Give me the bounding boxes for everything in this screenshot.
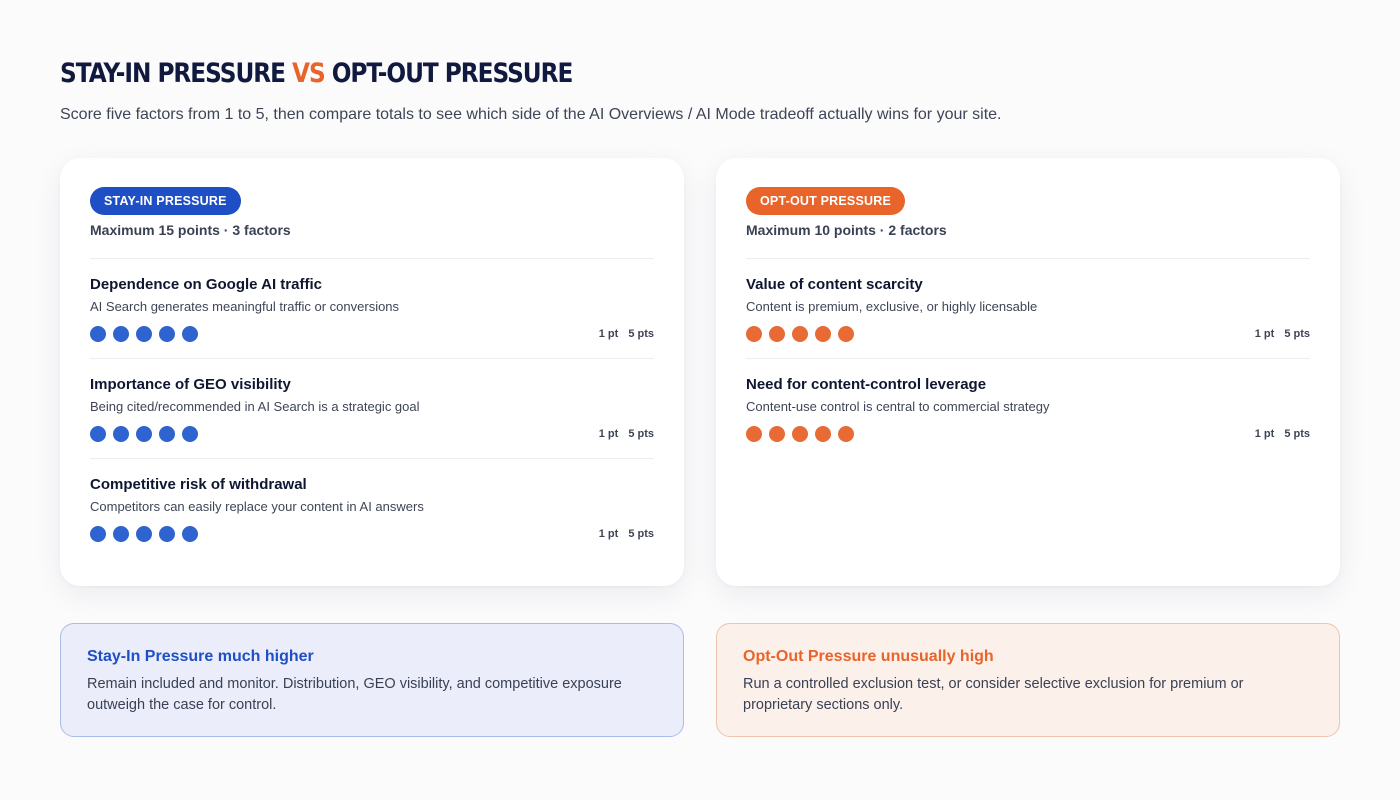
factor-content-control bbox=[746, 359, 1310, 459]
scale-min: 1 pt bbox=[1254, 428, 1275, 440]
stay-in-card bbox=[60, 158, 684, 586]
stay-in-badge: STAY-IN PRESSURE bbox=[90, 187, 241, 215]
rating-dot-2[interactable] bbox=[113, 426, 129, 442]
factor-title: Value of content scarcity bbox=[746, 276, 923, 293]
factor-description: Content is premium, exclusive, or highly licensable bbox=[746, 299, 1038, 314]
factor-competitive-risk bbox=[90, 459, 654, 559]
rating-dot-3[interactable] bbox=[792, 426, 808, 442]
rating-scale bbox=[1255, 328, 1310, 340]
rating-dot-4[interactable] bbox=[159, 526, 175, 542]
rating-dot-2[interactable] bbox=[769, 326, 785, 342]
rating-dot-3[interactable] bbox=[792, 326, 808, 342]
factor-ai-traffic bbox=[90, 259, 654, 359]
rating-dot-4[interactable] bbox=[159, 326, 175, 342]
factor-title: Importance of GEO visibility bbox=[90, 376, 291, 393]
opt-out-result bbox=[716, 623, 1340, 737]
scale-min: 1 pt bbox=[598, 428, 619, 440]
rating-dots bbox=[90, 526, 198, 542]
scale-max: 5 pts bbox=[1284, 428, 1310, 440]
factor-description: Content-use control is central to commercial strategy bbox=[746, 399, 1050, 414]
rating-dot-3[interactable] bbox=[136, 526, 152, 542]
rating-dots bbox=[746, 426, 854, 442]
rating-dot-1[interactable] bbox=[90, 526, 106, 542]
rating-dot-5[interactable] bbox=[182, 426, 198, 442]
scale-min: 1 pt bbox=[1254, 328, 1275, 340]
opt-out-badge: OPT-OUT PRESSURE bbox=[746, 187, 905, 215]
scale-min: 1 pt bbox=[598, 528, 619, 540]
scale-max: 5 pts bbox=[628, 428, 654, 440]
rating-dot-2[interactable] bbox=[769, 426, 785, 442]
opt-out-result-text: Run a controlled exclusion test, or consider selective exclusion for premium or proprietary sections only. bbox=[743, 676, 1244, 713]
stay-in-max: Maximum 15 points · 3 factors bbox=[90, 221, 654, 259]
title-vs: VS bbox=[292, 58, 325, 89]
stay-in-result-title: Stay-In Pressure much higher bbox=[87, 648, 314, 665]
rating-dot-1[interactable] bbox=[90, 326, 106, 342]
rating-scale bbox=[599, 428, 654, 440]
rating-dot-4[interactable] bbox=[159, 426, 175, 442]
rating-dots bbox=[746, 326, 854, 342]
title-opt-out: OPT-OUT PRESSURE bbox=[331, 58, 573, 89]
rating-dot-5[interactable] bbox=[182, 526, 198, 542]
scale-max: 5 pts bbox=[628, 528, 654, 540]
factor-description: Competitors can easily replace your content in AI answers bbox=[90, 499, 424, 514]
stay-in-result bbox=[60, 623, 684, 737]
factor-geo-visibility bbox=[90, 359, 654, 459]
scale-min: 1 pt bbox=[598, 328, 619, 340]
stay-in-result-text: Remain included and monitor. Distribution, GEO visibility, and competitive exposure outweigh the case for control. bbox=[87, 676, 622, 713]
rating-dot-4[interactable] bbox=[815, 426, 831, 442]
opt-out-card bbox=[716, 158, 1340, 586]
title-stay-in: STAY-IN PRESSURE bbox=[60, 58, 285, 89]
rating-dot-1[interactable] bbox=[746, 326, 762, 342]
rating-dots bbox=[90, 326, 198, 342]
rating-dot-4[interactable] bbox=[815, 326, 831, 342]
page-subtitle: Score five factors from 1 to 5, then compare totals to see which side of the AI Overviews / AI Mode tradeoff actually wins for your site. bbox=[60, 106, 1002, 123]
rating-dot-5[interactable] bbox=[182, 326, 198, 342]
factor-title: Competitive risk of withdrawal bbox=[90, 476, 307, 493]
scale-max: 5 pts bbox=[1284, 328, 1310, 340]
page-title bbox=[60, 56, 1161, 92]
factor-description: Being cited/recommended in AI Search is a strategic goal bbox=[90, 399, 420, 414]
rating-dot-1[interactable] bbox=[90, 426, 106, 442]
rating-scale bbox=[599, 328, 654, 340]
rating-dot-2[interactable] bbox=[113, 326, 129, 342]
rating-scale bbox=[1255, 428, 1310, 440]
rating-dots bbox=[90, 426, 198, 442]
factor-title: Need for content-control leverage bbox=[746, 376, 987, 393]
rating-dot-2[interactable] bbox=[113, 526, 129, 542]
factor-content-scarcity bbox=[746, 259, 1310, 359]
page-header bbox=[60, 56, 1340, 126]
rating-dot-5[interactable] bbox=[838, 326, 854, 342]
opt-out-max: Maximum 10 points · 2 factors bbox=[746, 221, 1310, 259]
rating-scale bbox=[599, 528, 654, 540]
rating-dot-3[interactable] bbox=[136, 326, 152, 342]
factor-title: Dependence on Google AI traffic bbox=[90, 276, 322, 293]
factor-description: AI Search generates meaningful traffic or conversions bbox=[90, 299, 400, 314]
rating-dot-3[interactable] bbox=[136, 426, 152, 442]
opt-out-result-title: Opt-Out Pressure unusually high bbox=[743, 648, 994, 665]
rating-dot-1[interactable] bbox=[746, 426, 762, 442]
rating-dot-5[interactable] bbox=[838, 426, 854, 442]
scale-max: 5 pts bbox=[628, 328, 654, 340]
